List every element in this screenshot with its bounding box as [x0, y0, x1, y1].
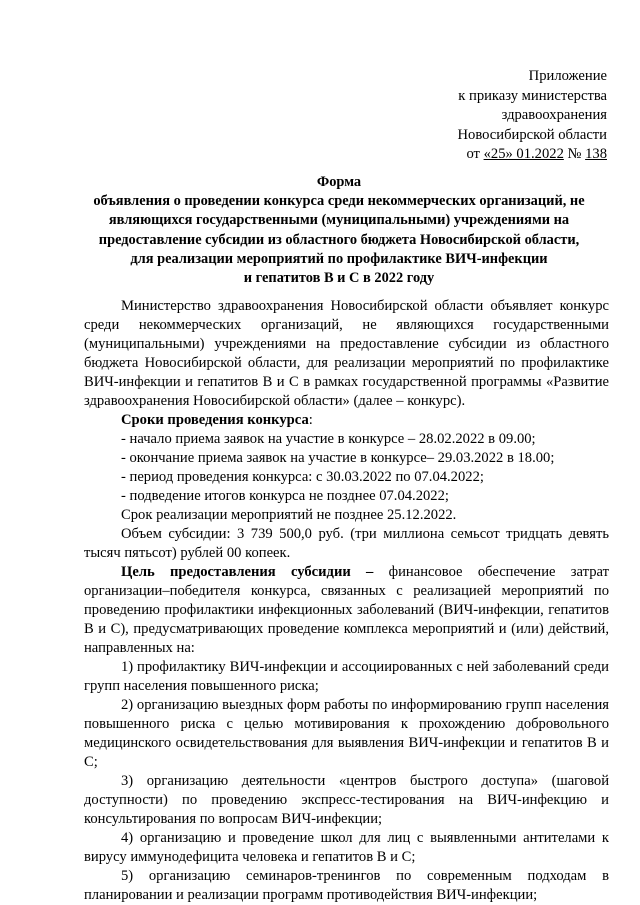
title-line: предоставление субсидии из областного бюджета Новосибирской области, — [98, 231, 580, 248]
volume-paragraph: Объем субсидии: 3 739 500,0 руб. (три миллиона семьсот тридцать девять тысяч пятьсот) рублей 00 копеек. — [84, 526, 609, 561]
appendix-date: «25» 01.2022 — [483, 146, 564, 163]
goal-text: финансовое обеспечение затрат организации–победителя конкурса, связанных с реализацией мероприятий по проведению профилактики инфекционных заболеваний (ВИЧ-инфекции, гепатитов В и С), предусматривающих проведение комплекса мероприятий и (или) действий, направленных на: — [84, 564, 609, 656]
goal-item: 5) организацию семинаров-тренингов по современным подходам в планировании и реализации программ противодействия ВИЧ-инфекции; — [84, 868, 609, 903]
appendix-line: к приказу министерства — [458, 87, 607, 104]
appendix-order-line — [367, 145, 607, 165]
term-item: - период проведения конкурса: с 30.03.2022 по 07.04.2022; — [121, 469, 484, 485]
goal-heading: Цель предоставления субсидии – — [121, 564, 374, 580]
intro-paragraph: Министерство здравоохранения Новосибирской области объявляет конкурс среди некоммерческих организаций, не являющихся государственными (муниципальными) учреждениями на предоставление субсидии из областного бюджета Новосибирской области, для реализации мероприятий по профилактике ВИЧ-инфекции и гепатитов В и С в рамках государственной программы «Развитие здравоохранения Новосибирской области» (далее – конкурс). — [84, 298, 609, 409]
goal-item: 1) профилактику ВИЧ-инфекции и ассоциированных с ней заболеваний среди групп населения повышенного риска; — [84, 659, 609, 694]
document-body — [84, 297, 609, 905]
appendix-line: здравоохранения — [501, 107, 607, 124]
term-item: - начало приема заявок на участие в конкурсе – 28.02.2022 в 09.00; — [121, 431, 536, 447]
appendix-number-sign: № — [567, 146, 582, 163]
title-word: Форма — [316, 174, 362, 190]
title-line: объявления о проведении конкурса среди некоммерческих организаций, не — [93, 193, 585, 210]
term-item: - подведение итогов конкурса не позднее 07.04.2022; — [121, 488, 449, 504]
terms-heading-paragraph — [84, 411, 609, 430]
title-line: и гепатитов В и С в 2022 году — [243, 270, 435, 287]
goal-item: 4) организацию и проведение школ для лиц с выявленными антителами к вирусу иммунодефицита человека и гепатитов В и С; — [84, 830, 609, 865]
goal-item: 2) организацию выездных форм работы по информированию групп населения повышенного риска с целью мотивирования к прохождению добровольного медицинского освидетельствования для выявления ВИЧ-инфекции и гепатитов В и С; — [84, 697, 609, 770]
title-line: являющихся государственными (муниципальными) учреждениями на — [108, 212, 570, 229]
appendix-block — [367, 67, 607, 165]
title-line: для реализации мероприятий по профилактике ВИЧ-инфекции — [130, 250, 548, 267]
appendix-number: 138 — [585, 146, 607, 163]
terms-colon: : — [308, 412, 313, 428]
appendix-line: Приложение — [528, 68, 607, 84]
appendix-from: от — [466, 146, 480, 163]
term-item: - окончание приема заявок на участие в конкурсе– 29.03.2022 в 18.00; — [121, 450, 555, 466]
goal-paragraph — [84, 563, 609, 658]
terms-heading: Сроки проведения конкурса — [121, 412, 309, 428]
goal-item: 3) организацию деятельности «центров быстрого доступа» (шаговой доступности) по проведению экспресс-тестирования на ВИЧ-инфекцию и консультирования по вопросам ВИЧ-инфекции; — [84, 773, 609, 827]
deadline-paragraph: Срок реализации мероприятий не позднее 25.12.2022. — [121, 507, 457, 523]
appendix-line: Новосибирской области — [457, 126, 607, 143]
document-title — [84, 173, 594, 288]
